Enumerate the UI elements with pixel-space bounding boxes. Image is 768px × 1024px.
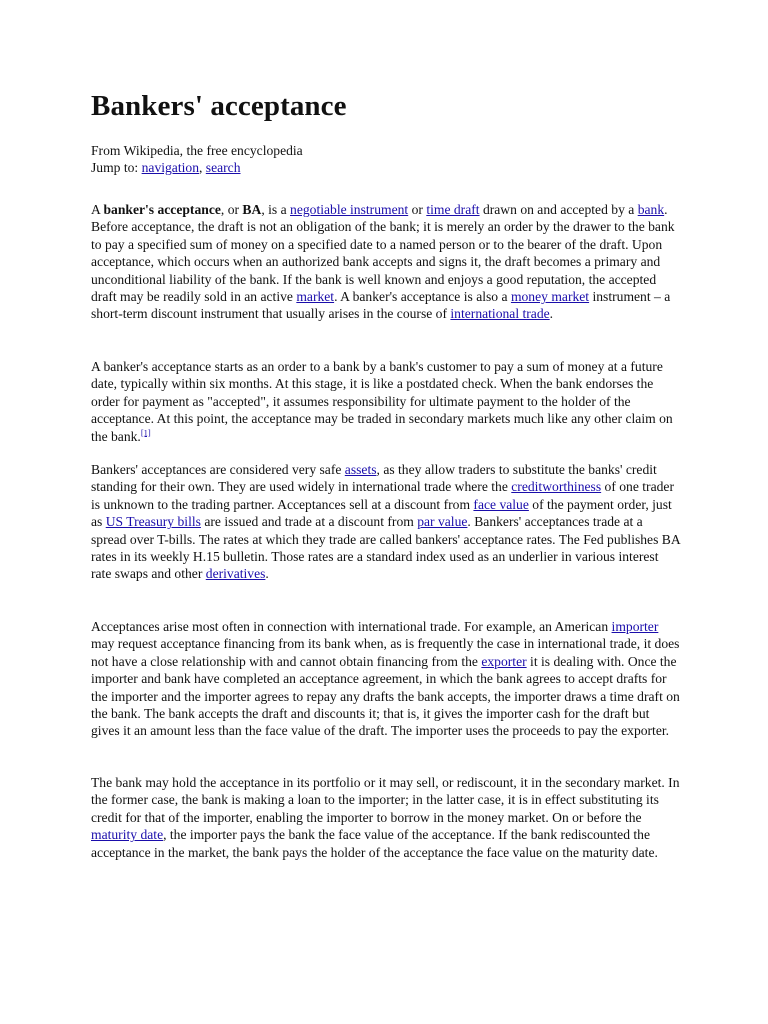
article-link[interactable]: exporter (481, 653, 527, 669)
paragraph (91, 358, 681, 445)
article-link[interactable]: time draft (426, 202, 480, 217)
paragraph (91, 774, 681, 861)
navigation-link[interactable]: navigation (141, 160, 199, 175)
text-run: , is a (261, 202, 291, 217)
jump-separator: , (199, 160, 206, 175)
article-link[interactable]: negotiable instrument (290, 202, 409, 217)
text-run: drawn on and accepted by a (479, 202, 638, 217)
text-run: are issued and trade at a discount from (200, 514, 418, 530)
citation-superscript (141, 427, 151, 437)
jump-to-bar (91, 159, 691, 176)
search-link[interactable]: search (205, 160, 241, 175)
text-run: it is dealing with. Once the importer and bank have completed an acceptance agreement, in which the bank agrees to accept drafts for the importer and the importer agrees to repay any drafts the bank accepts, the importer draws a time draft on the bank. The bank accepts the draft and discounts it; that is, it gives the importer cash for the draft but gives it an amount less than the face value of the draft. The importer uses the proceeds to pay the exporter. (91, 653, 680, 739)
text-run: or (408, 202, 427, 217)
page-title: Bankers' acceptance (91, 90, 347, 122)
paragraph (91, 618, 681, 740)
article-link[interactable]: bank (637, 202, 665, 217)
paragraph (91, 461, 681, 583)
text-run: . A banker's acceptance is also a (334, 289, 511, 305)
text-run: . (549, 306, 554, 322)
article-link[interactable]: creditworthiness (511, 479, 602, 495)
text-run: Acceptances arise most often in connection with international trade. For example, an American (91, 619, 612, 634)
text-run: , or (220, 202, 243, 217)
bold-term: banker's acceptance (103, 202, 221, 217)
text-run: A banker's acceptance starts as an order to a bank by a bank's customer to pay a sum of money at a future date, typically within six months. At this stage, it is like a postdated check. When the bank endorses the order for payment as "accepted", it assumes responsibility for ultimate payment to the holder of the acceptance. At this point, the acceptance may be traded in secondary markets much like any other claim on the bank. (91, 359, 673, 444)
tagline-text: From Wikipedia, the free encyclopedia (91, 143, 303, 158)
article-link[interactable]: assets (344, 462, 377, 477)
paragraph (91, 201, 681, 323)
site-tagline (91, 142, 691, 159)
text-run: . Bankers' acceptances trade at a spread over T-bills. The rates at which they trade are called bankers' acceptance rates. The Fed publishes BA rates in its weekly H.15 bulletin. Those rates are a standard index used as an underlier in various interest rate swaps and other (91, 514, 680, 582)
article-link[interactable]: US Treasury bills (105, 514, 201, 530)
article-link[interactable]: market (296, 289, 335, 305)
article-link[interactable]: par value (417, 514, 468, 530)
text-run: instrument – a short-term discount instrument that usually arises in the course of (91, 289, 671, 322)
text-run: The bank may hold the acceptance in its portfolio or it may sell, or rediscount, it in the secondary market. In the former case, the bank is making a loan to the importer; in the latter case, it is in effect substituting its credit for that of the importer, enabling the importer to borrow in the money market. On or before the (91, 775, 680, 825)
text-run: may request acceptance financing from its bank when, as is frequently the case in international trade, it does not have a close relationship with and cannot obtain financing from the (91, 636, 680, 669)
text-run: , as they allow traders to substitute the banks' credit standing for their own. They are used widely in international trade where the (91, 462, 657, 495)
bold-term: BA (242, 202, 262, 217)
text-run: . Before acceptance, the draft is not an obligation of the bank; it is merely an order by the drawer to the bank to pay a specified sum of money on a specified date to a named person or to the bearer of the draft. Upon acceptance, which occurs when an authorized bank accepts and signs it, the draft becomes a primary and unconditional liability of the bank. If the bank is well known and enjoys a good reputation, the accepted draft may be readily sold in an active (91, 202, 675, 305)
jump-to-label: Jump to: (91, 160, 142, 175)
citation-link[interactable]: [1] (140, 427, 151, 438)
article-link[interactable]: face value (473, 496, 529, 512)
text-run: , the importer pays the bank the face value of the acceptance. If the bank rediscounted the acceptance in the market, the bank pays the holder of the acceptance the face value on the maturity date. (91, 827, 658, 860)
article-link[interactable]: maturity date (91, 827, 164, 843)
text-run: of one trader is unknown to the trading partner. Acceptances sell at a discount from (91, 479, 674, 512)
article-link[interactable]: derivatives (205, 566, 266, 582)
text-run: . (265, 566, 269, 582)
text-run: A (91, 202, 104, 217)
article-link[interactable]: money market (510, 289, 590, 305)
text-run: Bankers' acceptances are considered very safe (91, 462, 345, 477)
text-run: of the payment order, just as (91, 496, 672, 530)
article-link[interactable]: importer (611, 619, 659, 634)
article-link[interactable]: international trade (450, 306, 550, 322)
